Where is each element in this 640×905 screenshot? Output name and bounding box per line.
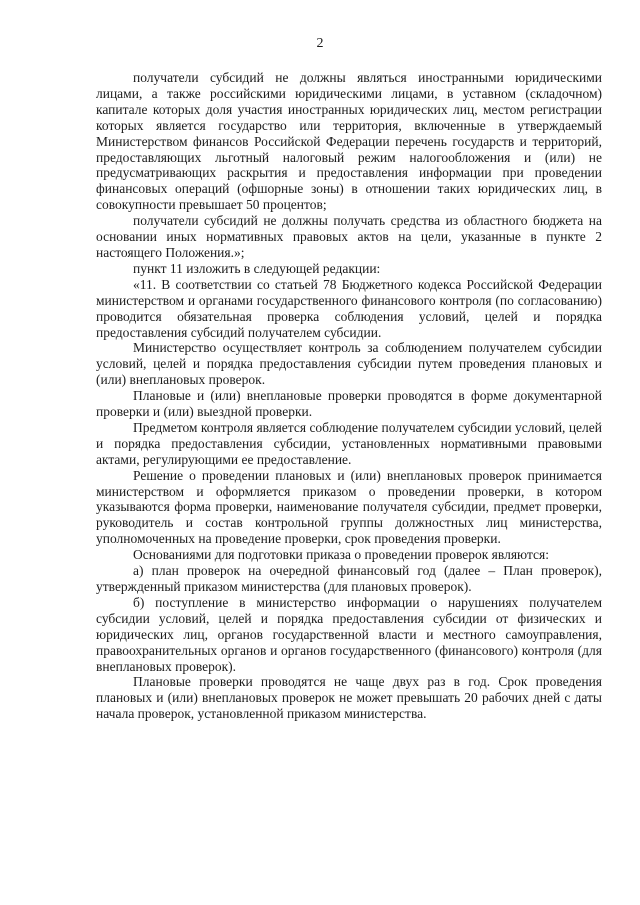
paragraph-inspection-decision: Решение о проведении плановых и (или) внеплановых проверок принимается министерством и оформляется приказом о проведении проверки, в котором указываются форма проверки, наименование получателя субсидии, предмет проверки, руководитель и состав контрольной группы должностных лиц министерства, уполномоченных на проведение проверки, срок проведения проверки. (96, 467, 602, 547)
paragraph-clause-11-intro: пункт 11 изложить в следующей редакции: (133, 260, 381, 276)
page-number: 2 (316, 36, 324, 51)
list-item-b: б) поступление в министерство информации о нарушениях получателем субсидии условий, целей и порядка предоставления субсидии от физических и юридических лиц, органов государственной власти и местного самоуправления, правоохранительных органов и органов государственного (финансового) контроля (для внеплановых проверок). (96, 594, 602, 674)
document-body (96, 70, 602, 722)
paragraph-clause-11: «11. В соответствии со статьей 78 Бюджетного кодекса Российской Федерации министерством и органами государственного финансового контроля (по согласованию) проводится обязательная проверка соблюдения условий, целей и порядка предоставления субсидий получателем субсидии. (96, 276, 602, 340)
paragraph-inspection-frequency: Плановые проверки проводятся не чаще двух раз в год. Срок проведения плановых и (или) внеплановых проверок не может превышать 20 рабочих дней с даты начала проверок, установленной приказом министерства. (96, 674, 602, 722)
paragraph-control-subject: Предметом контроля является соблюдение получателем субсидии условий, целей и порядка предоставления субсидии, установленных нормативными правовыми актами, регулирующими ее предоставление. (96, 419, 602, 467)
paragraph-other-acts-condition: получатели субсидий не должны получать средства из областного бюджета на основании иных нормативных правовых актов на цели, указанные в пункте 2 настоящего Положения.»; (96, 213, 602, 260)
list-item-a: а) план проверок на очередной финансовый год (далее – План проверок), утвержденный приказом министерства (для плановых проверок). (96, 563, 602, 594)
paragraph-foreign-entities-condition: получатели субсидий не должны являться иностранными юридическими лицами, а также российскими юридическими лицами, в уставном (складочном) капитале которых доля участия иностранных юридических лиц, местом регистрации которых является государство или территория, включенные в утверждаемый Министерством финансов Российской Федерации перечень государств и территорий, предоставляющих льготный налоговый режим налогообложения и (или) не предусматривающих раскрытия и предоставления информации при проведении финансовых операций (офшорные зоны) в отношении таких юридических лиц, в совокупности превышает 50 процентов; (96, 70, 602, 213)
paragraph-grounds-intro: Основаниями для подготовки приказа о проведении проверок являются: (133, 547, 549, 563)
paragraph-inspection-forms: Плановые и (или) внеплановые проверки проводятся в форме документарной проверки и (или) выездной проверки. (96, 388, 602, 420)
paragraph-ministry-control: Министерство осуществляет контроль за соблюдением получателем субсидии условий, целей и порядка предоставления субсидии путем проведения плановых и (или) внеплановых проверок. (96, 340, 602, 388)
